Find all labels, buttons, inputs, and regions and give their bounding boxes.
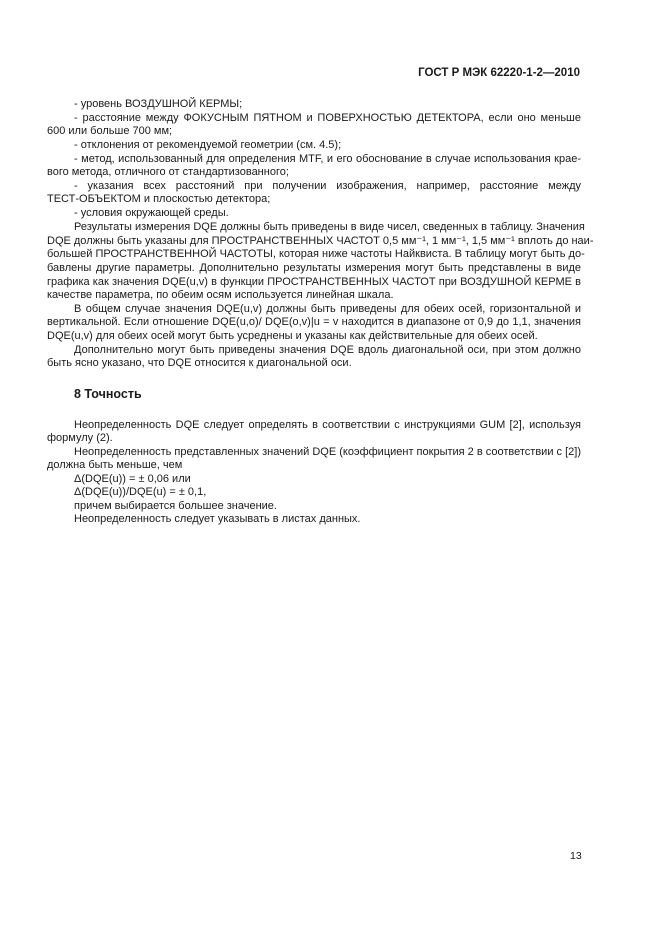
page-number: 13 (570, 850, 582, 862)
paragraph-line: DQE(u,v) для обеих осей могут быть усреднены и указаны как действительные для обеих осей. (47, 330, 538, 342)
paragraph-line: большей ПРОСТРАНСТВЕННОЙ ЧАСТОТЫ, которая ниже частоты Найквиста. В таблицу могут быть до- (47, 248, 585, 260)
list-item-continuation: 600 или больше 700 мм; (47, 125, 173, 137)
list-item: - расстояние между ФОКУСНЫМ ПЯТНОМ и ПОВЕРХНОСТЬЮ ДЕТЕКТОРА, если оно меньше (74, 112, 581, 124)
paragraph-line: Неопределенность представленных значений DQE (коэффициент покрытия 2 в соответствии с [2]) (74, 446, 581, 458)
paragraph-line: вертикальной. Если отношение DQE(u,o)/ DQE(o,v)|u = v находится в диапазоне от 0,9 до 1,1, значения (47, 316, 581, 328)
list-item: - метод, использованный для определения MTF, и его обоснование в случае использования крае- (74, 153, 581, 165)
list-item: - уровень ВОЗДУШНОЙ КЕРМЫ; (74, 98, 243, 110)
paragraph-line: качестве параметра, по обеим осям используется линейная шкала. (47, 289, 394, 301)
list-item: - условия окружающей среды. (74, 207, 229, 219)
paragraph-line: DQE должны быть указаны для ПРОСТРАНСТВЕННЫХ ЧАСТОТ 0,5 мм⁻¹, 1 мм⁻¹, 1,5 мм⁻¹ вплоть до наи- (47, 235, 594, 247)
list-item-continuation: вого метода, отличного от стандартизованного; (47, 166, 289, 178)
paragraph-line: Дополнительно могут быть приведены значения DQE вдоль диагональной оси, при этом должно (74, 344, 581, 356)
paragraph-line: Результаты измерения DQE должны быть приведены в виде чисел, сведенных в таблицу. Значения (74, 221, 585, 233)
section-heading: 8 Точность (74, 387, 142, 401)
paragraph-line: причем выбирается большее значение. (74, 500, 277, 512)
paragraph-line: В общем случае значения DQE(u,v) должны быть приведены для обеих осей, горизонтальной и (74, 303, 581, 315)
formula-line: Δ(DQE(u))/DQE(u) = ± 0,1, (74, 486, 207, 498)
paragraph-line: Неопределенность следует указывать в листах данных. (74, 513, 361, 525)
paragraph-line: Неопределенность DQE следует определять в соответствии с инструкциями GUM [2], используя (74, 419, 581, 431)
paragraph-line: формулу (2). (47, 432, 113, 444)
paragraph-line: должна быть меньше, чем (47, 459, 183, 471)
list-item: - отклонения от рекомендуемой геометрии (см. 4.5); (74, 139, 342, 151)
list-item: - указания всех расстояний при получении изображения, например, расстояние между (74, 180, 581, 192)
document-header: ГОСТ Р МЭК 62220-1-2—2010 (418, 67, 580, 79)
list-item-continuation: ТЕСТ-ОБЪЕКТОМ и плоскостью детектора; (47, 193, 271, 205)
paragraph-line: быть ясно указано, что DQE относится к диагональной оси. (47, 357, 352, 369)
paragraph-line: графика как значения DQE(u,v) в функции ПРОСТРАНСТВЕННЫХ ЧАСТОТ при ВОЗДУШНОЙ КЕРМЕ в (47, 276, 581, 288)
formula-line: Δ(DQE(u)) = ± 0,06 или (74, 473, 191, 485)
paragraph-line: бавлены другие параметры. Дополнительно результаты измерения могут быть представлены в виде (47, 262, 581, 274)
